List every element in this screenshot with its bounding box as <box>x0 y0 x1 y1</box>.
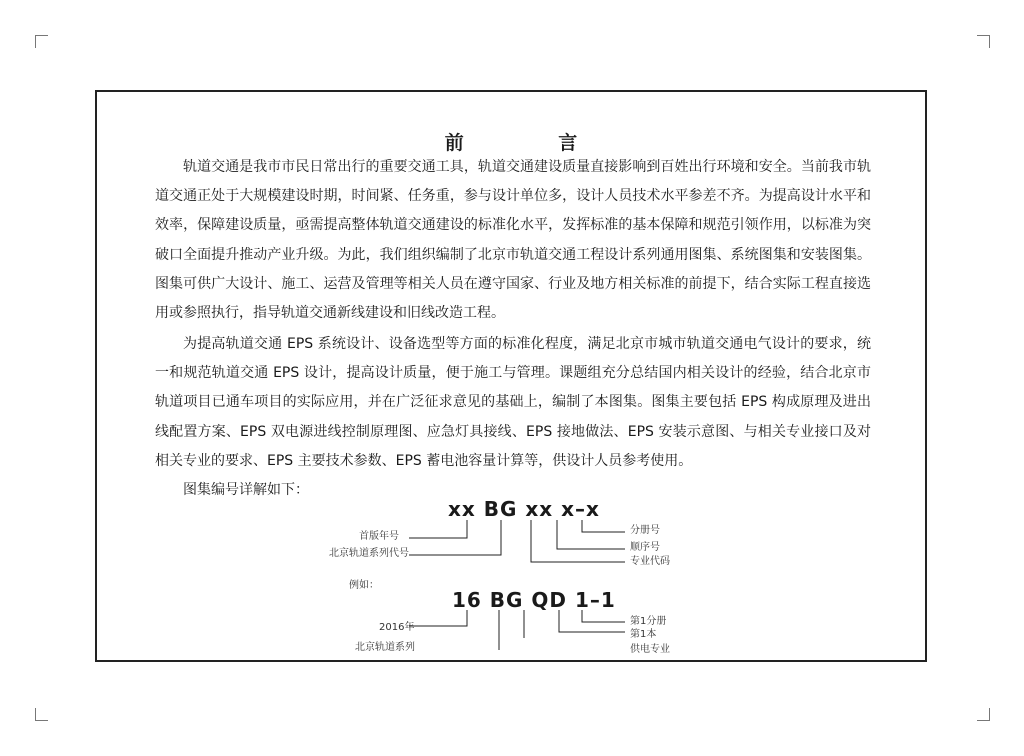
label-volume: 分册号 <box>630 525 660 536</box>
numbering-diagram-lines <box>97 92 925 660</box>
example-label: 例如： <box>349 580 379 591</box>
code-template: xx BG xx x–x <box>448 497 600 521</box>
label-sequence: 顺序号 <box>630 542 660 553</box>
label-series-code: 北京轨道系列代号 <box>329 548 409 559</box>
crop-mark-top-right <box>977 35 990 48</box>
example-volume: 第1分册 <box>630 616 667 627</box>
label-specialty-code: 专业代码 <box>630 556 670 567</box>
crop-mark-top-left <box>35 35 48 48</box>
example-specialty-code: 供电专业 <box>630 644 670 655</box>
example-sequence: 第1本 <box>630 629 657 640</box>
page-frame <box>95 90 927 662</box>
example-edition-year: 2016年 <box>379 622 415 633</box>
page-title: 前 言 <box>444 132 622 154</box>
code-example: 16 BG QD 1–1 <box>452 588 616 612</box>
crop-mark-bottom-left <box>35 708 48 721</box>
paragraph-eps: 为提高轨道交通 EPS 系统设计、设备选型等方面的标准化程度，满足北京市城市轨道交通电气设计的要求，统一和规范轨道交通 EPS 设计，提高设计质量，便于施工与管理。课题组充分总结国内相关设计的经验，结合北京市轨道项目已通车项目的实际应用，并在广泛征求意见的基础上，编制了本图集。图集主要包括 EPS 构成原理及进出线配置方案、EPS 双电源进线控制原理图、应急灯具接线、EPS 接地做法、EPS 安装示意图、与相关专业接口及对相关专业的要求、EPS 主要技术参数、EPS 蓄电池容量计算等，供设计人员参考使用。 <box>155 336 871 469</box>
label-edition-year: 首版年号 <box>359 531 399 542</box>
paragraph-numbering-intro: 图集编号详解如下： <box>183 482 309 498</box>
paragraph-intro: 轨道交通是我市市民日常出行的重要交通工具，轨道交通建设质量直接影响到百姓出行环境和安全。当前我市轨道交通正处于大规模建设时期，时间紧、任务重，参与设计单位多，设计人员技术水平参差不齐。为提高设计水平和效率，保障建设质量，亟需提高整体轨道交通建设的标准化水平，发挥标准的基本保障和规范引领作用，以标准为突破口全面提升推动产业升级。为此，我们组织编制了北京市轨道交通工程设计系列通用图集、系统图集和安装图集。图集可供广大设计、施工、运营及管理等相关人员在遵守国家、行业及地方相关标准的前提下，结合实际工程直接选用或参照执行，指导轨道交通新线建设和旧线改造工程。 <box>155 159 871 322</box>
example-series-code: 北京轨道系列 <box>355 642 415 653</box>
crop-mark-bottom-right <box>977 708 990 721</box>
